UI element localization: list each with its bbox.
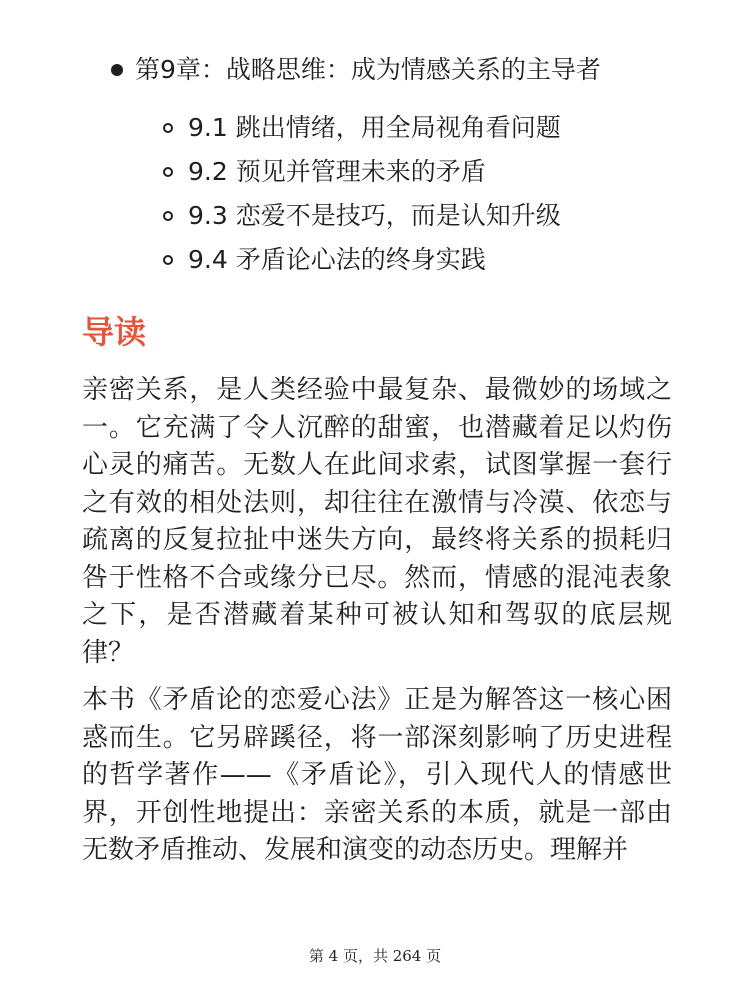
body-text xyxy=(82,372,672,880)
toc-section-item xyxy=(0,152,750,196)
toc-section-item xyxy=(0,196,750,240)
body-paragraph: 亲密关系，是人类经验中最复杂、最微妙的场域之一。它充满了令人沉醉的甜蜜，也潜藏着足以灼伤心灵的痛苦。无数人在此间求索，试图掌握一套行之有效的相处法则，却往往在激情与冷漠、依恋与疏离的反复拉扯中迷失方向，最终将关系的损耗归咎于性格不合或缘分已尽。然而，情感的混沌表象之下，是否潜藏着某种可被认知和驾驭的底层规律？ xyxy=(82,375,672,668)
toc-section-label: 9.1 跳出情绪，用全局视角看问题 xyxy=(188,113,561,142)
toc-section-item xyxy=(0,240,750,284)
hollow-bullet-icon xyxy=(163,167,173,177)
filled-bullet-icon xyxy=(111,64,123,76)
body-paragraph: 本书《矛盾论的恋爱心法》正是为解答这一核心困惑而生。它另辟蹊径，将一部深刻影响了历史进程的哲学著作——《矛盾论》，引入现代人的情感世界，开创性地提出：亲密关系的本质，就是一部由无数矛盾推动、发展和演变的动态历史。理解并 xyxy=(82,685,672,865)
toc-section-label: 9.3 恋爱不是技巧，而是认知升级 xyxy=(188,201,561,230)
toc-section-list xyxy=(0,108,750,284)
toc-chapter-label: 第9章：战略思维：成为情感关系的主导者 xyxy=(135,55,601,84)
hollow-bullet-icon xyxy=(163,211,173,221)
toc-section-item xyxy=(0,108,750,152)
hollow-bullet-icon xyxy=(163,123,173,133)
toc-chapter-item xyxy=(0,50,750,94)
toc-section-label: 9.2 预见并管理未来的矛盾 xyxy=(188,157,486,186)
section-heading: 导读 xyxy=(82,313,147,351)
hollow-bullet-icon xyxy=(163,255,173,265)
page-number-footer: 第 4 页，共 264 页 xyxy=(308,947,442,965)
toc-section-label: 9.4 矛盾论心法的终身实践 xyxy=(188,245,486,274)
table-of-contents xyxy=(0,50,750,274)
